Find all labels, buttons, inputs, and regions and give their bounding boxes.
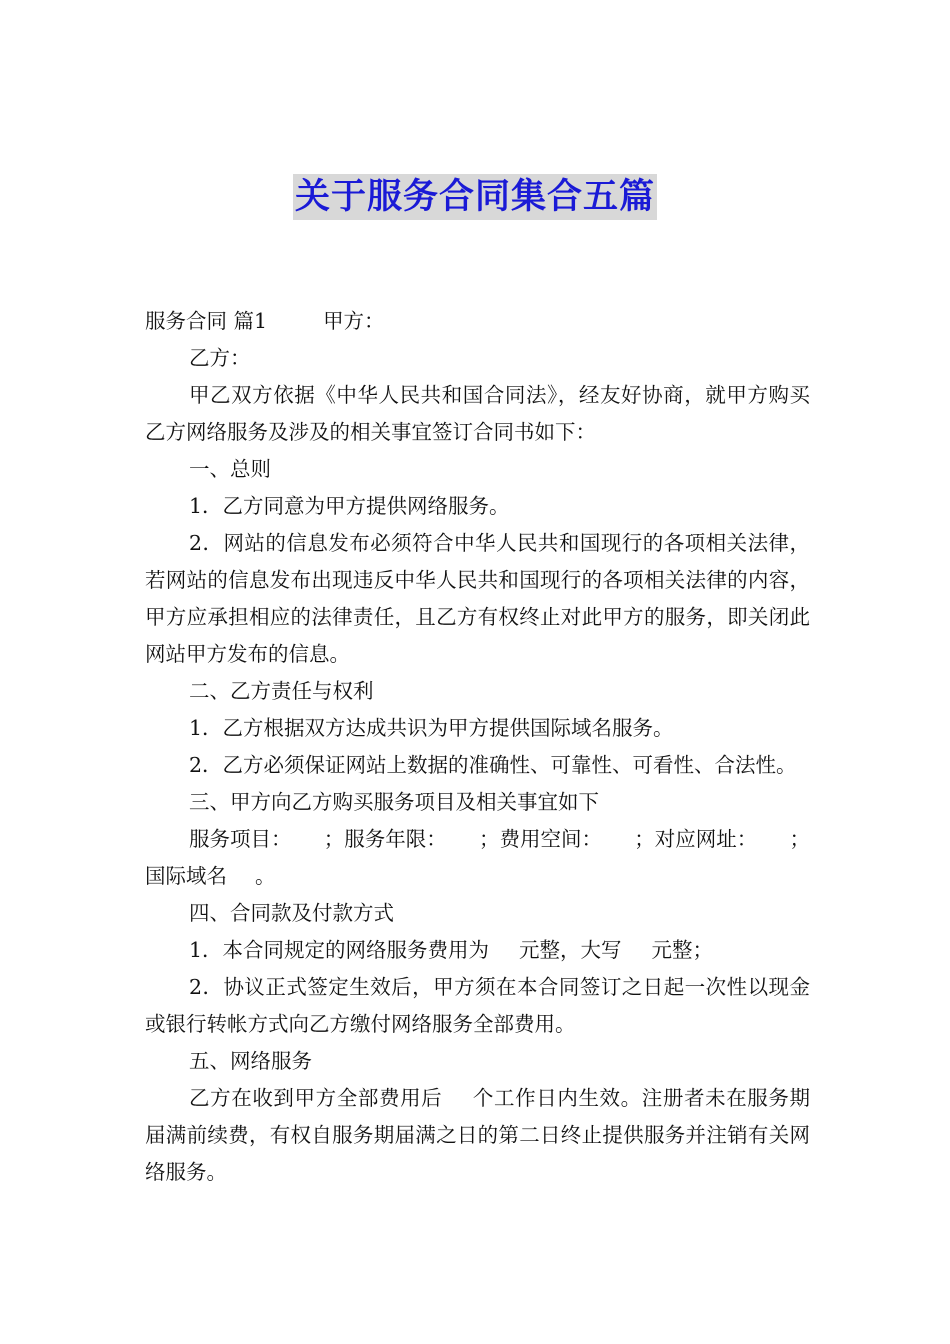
fee-text-c: 元整； — [651, 938, 714, 962]
section1-item1: 1．乙方同意为甲方提供网络服务。 — [189, 494, 510, 518]
fee-text-a: 1．本合同规定的网络服务费用为 — [189, 938, 490, 962]
domain-line — [145, 858, 810, 895]
service-years-field: ；服务年限： — [323, 827, 447, 851]
fee-space-field: ；费用空间： — [479, 827, 602, 851]
party-b-label: 乙方： — [189, 346, 251, 370]
service-text-b: 个工作日内生效。注册者未在服务期届满前续费，有权自服务期届满之日的第二日终止提供服务并注销有关网络服务。 — [145, 1086, 811, 1184]
field-end-punct: ； — [789, 827, 810, 851]
section2-item1: 1．乙方根据双方达成共识为甲方提供国际域名服务。 — [189, 716, 674, 740]
intl-domain-label: 国际域名 — [145, 864, 227, 888]
section3-fields — [145, 821, 810, 858]
party-a-label: 甲方： — [323, 309, 385, 333]
intro-paragraph: 甲乙双方依据《中华人民共和国合同法》，经友好协商，就甲方购买乙方网络服务及涉及的相关事宜签订合同书如下： — [145, 383, 810, 444]
section2-item2: 2．乙方必须保证网站上数据的准确性、可靠性、可看性、合法性。 — [189, 753, 797, 777]
title-container — [0, 174, 950, 220]
url-field: ；对应网址： — [634, 827, 758, 851]
document-title: 关于服务合同集合五篇 — [293, 174, 657, 220]
section1-item2: 2．网站的信息发布必须符合中华人民共和国现行的各项相关法律，若网站的信息发布出现违反中华人民共和国现行的各项相关法律的内容，甲方应承担相应的法律责任，且乙方有权终止对此甲方的服务，即关闭此网站甲方发布的信息。 — [145, 531, 810, 666]
heading-label: 服务合同 篇1 — [145, 309, 268, 333]
fee-text-b: 元整，大写 — [519, 938, 622, 962]
document-body — [145, 303, 810, 1191]
section2-title: 二、乙方责任与权利 — [189, 679, 374, 703]
section1-title: 一、总则 — [189, 457, 271, 481]
section4-title: 四、合同款及付款方式 — [189, 901, 394, 925]
domain-line-end: 。 — [255, 864, 276, 888]
service-item-field: 服务项目： — [189, 827, 292, 851]
service-text-a: 乙方在收到甲方全部费用后 — [189, 1086, 443, 1110]
section5-title: 五、网络服务 — [189, 1049, 312, 1073]
section4-item2: 2．协议正式签定生效后，甲方须在本合同签订之日起一次性以现金或银行转帐方式向乙方缴付网络服务全部费用。 — [145, 975, 810, 1036]
heading-line — [145, 303, 810, 340]
section4-item1 — [145, 932, 810, 969]
section5-paragraph — [145, 1080, 810, 1191]
section3-title: 三、甲方向乙方购买服务项目及相关事宜如下 — [189, 790, 599, 814]
